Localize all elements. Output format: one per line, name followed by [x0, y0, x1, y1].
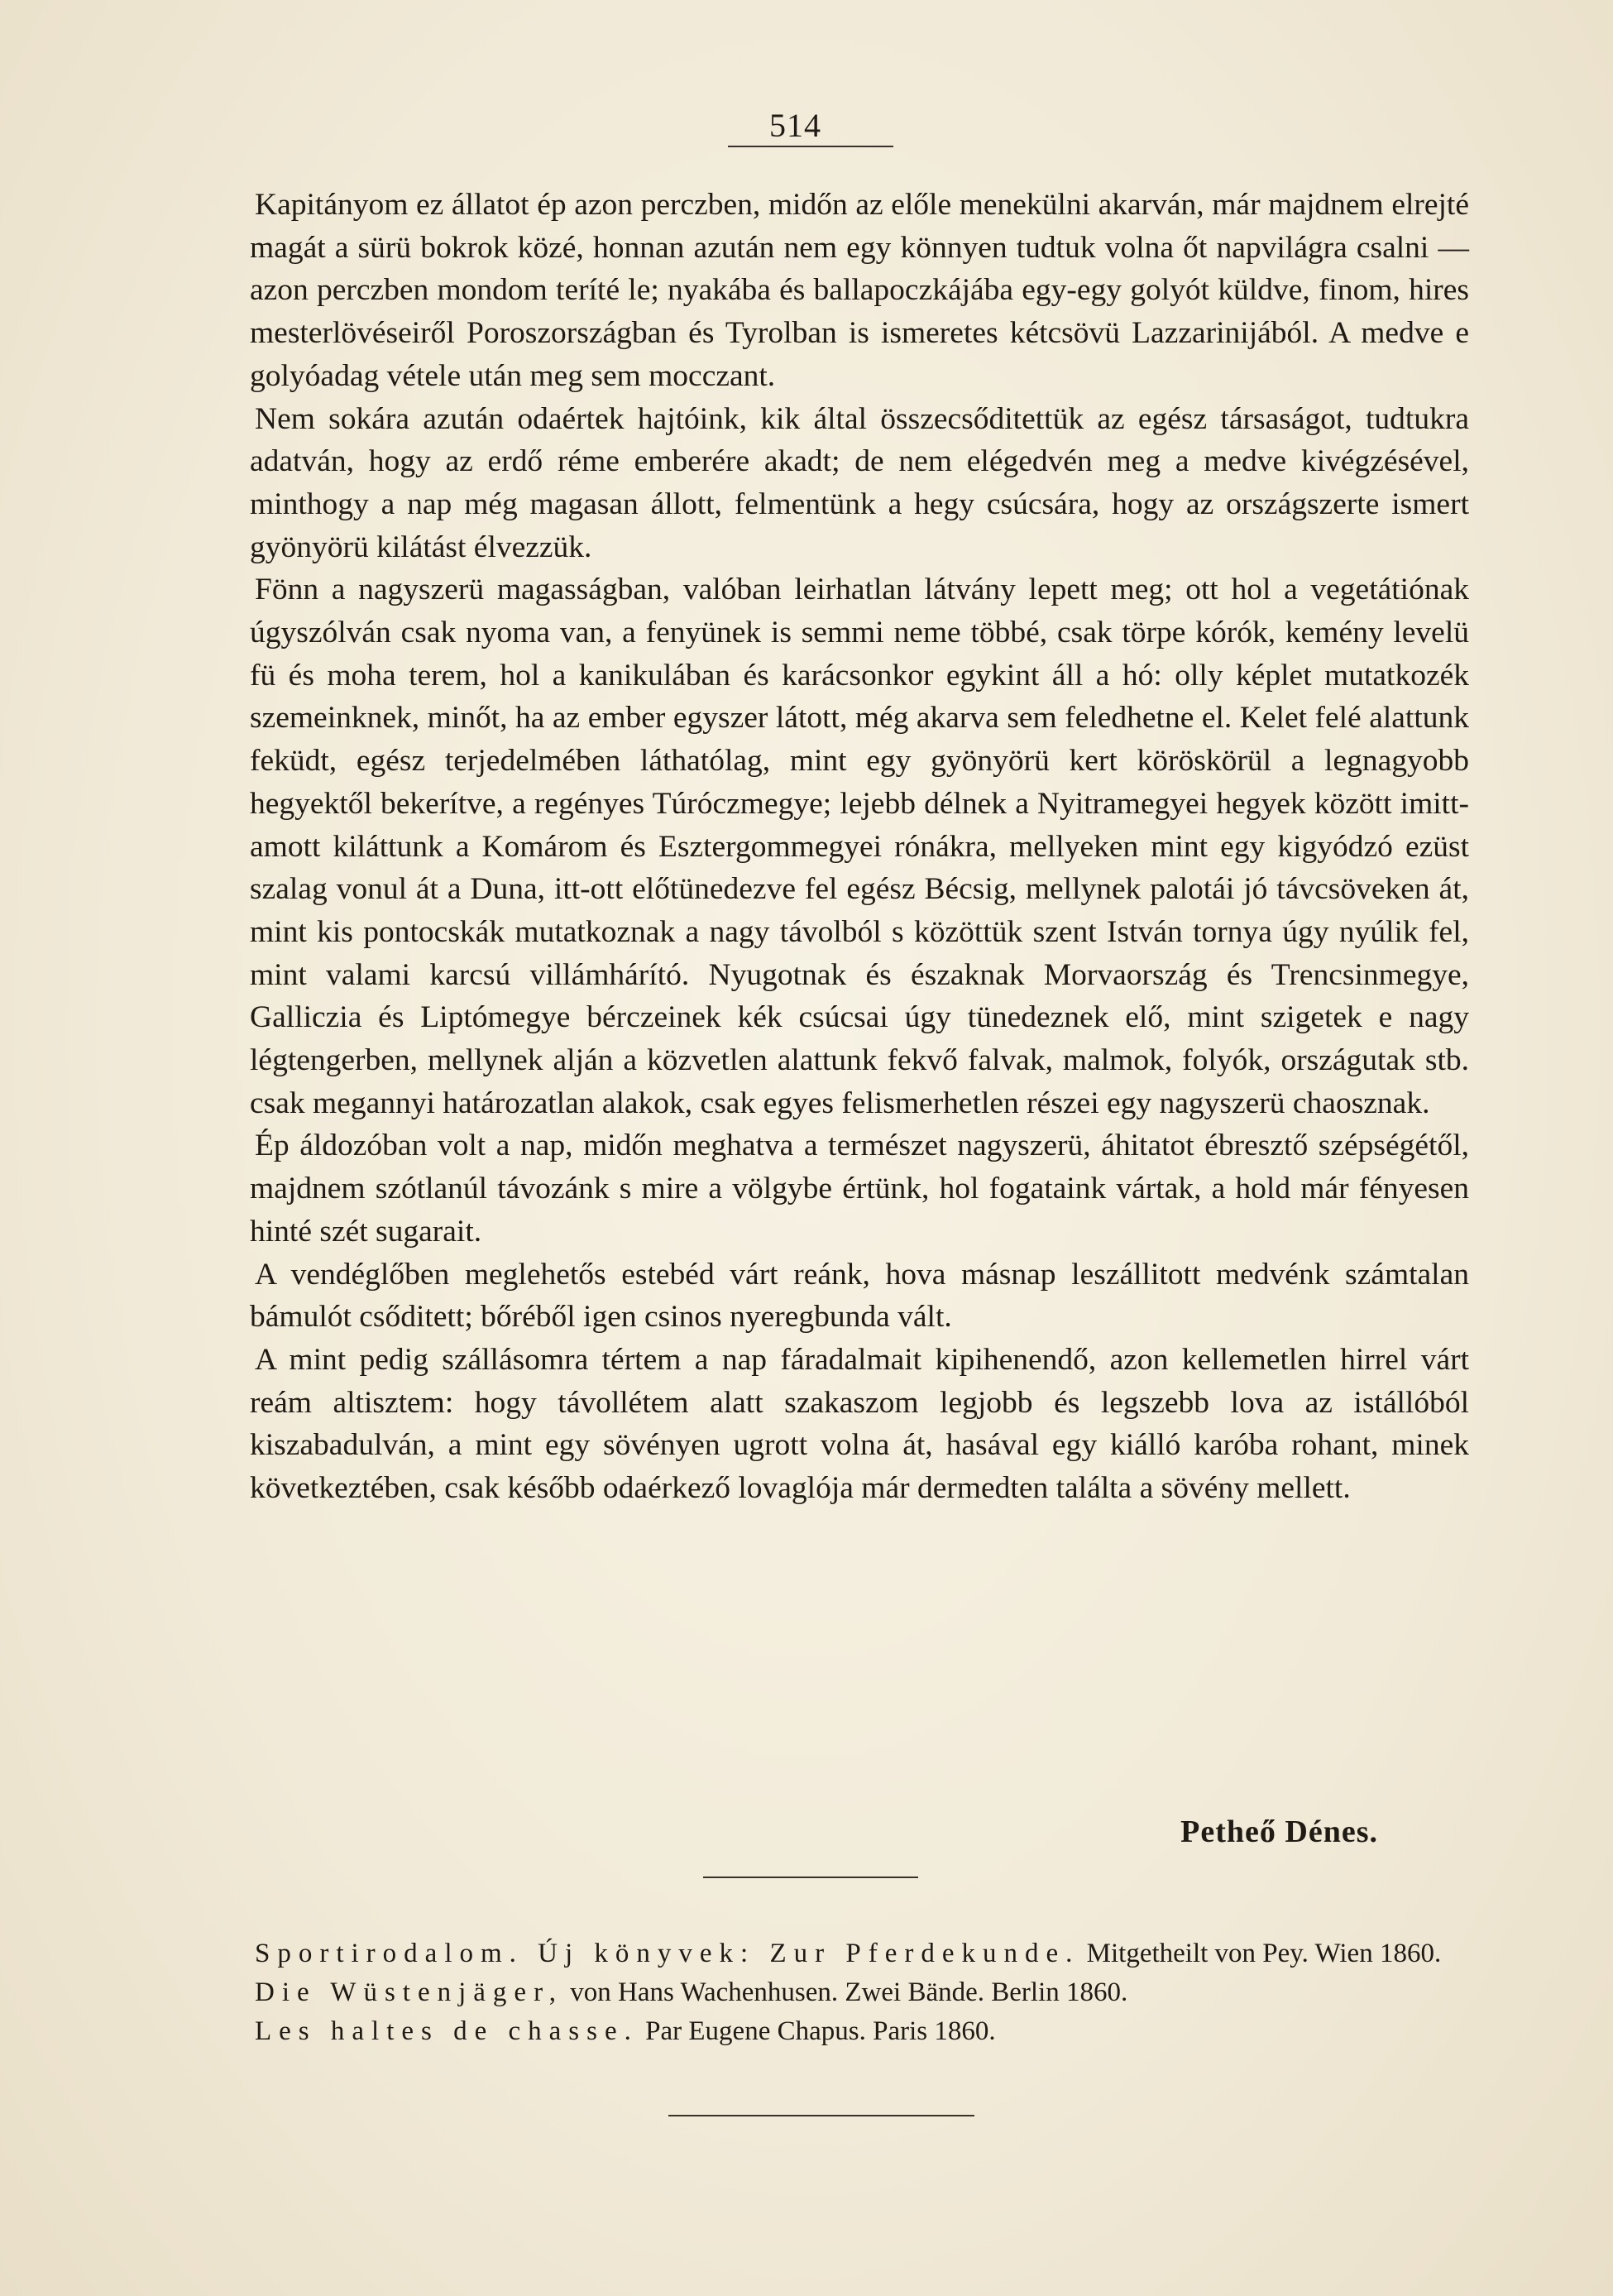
bibliography-details: von Hans Wachenhusen. Zwei Bände. Berlin 1860.	[563, 1977, 1128, 2007]
paragraph-4: Ép áldozóban volt a nap, midőn meghatva a természet nagyszerü, áhitatot ébresztő szépségétől, majdnem szótlanúl távozánk s mire a völgybe értünk, hol fogataink vártak, a hold már fényesen hinté szét sugarait.	[250, 1129, 1469, 1249]
bibliography-entry	[250, 2012, 1469, 2051]
paragraph-3: Fönn a nagyszerü magasságban, valóban leirhatlan látvány lepett meg; ott hol a vegetátiónak úgyszólván csak nyoma van, a fenyünek is semmi neme többé, csak törpe kórók, kemény levelü fü és moha terem, hol a kanikulában és karácsonkor egykint áll a hó: olly képlet mutatkozék szemeinknek, minőt, ha az ember egyszer látott, még akarva sem feledhetne el. Kelet felé alattunk feküdt, egész terjedelmében láthatólag, mint egy gyönyörü kert köröskörül a legnagyobb hegyektől bekerítve, a regényes Túróczmegye; lejebb délnek a Nyitramegyei hegyek között imitt-amott kiláttunk a Komárom és Esztergommegyei rónákra, mellyeken mint egy kigyódzó ezüst szalag vonul át a Duna, itt-ott előtünedezve fel egész Bécsig, mellynek palotái jó távcsöveken át, mint kis pontocskák mutatkoznak a nagy távolból s közöttük szent István tornya úgy nyúlik fel, mint valami karcsú villámhárító. Nyugotnak és északnak Morvaország és Trencsinmegye, Galliczia és Liptómegye bérczeinek kék csúcsai úgy tünedeznek elő, mint szigetek e nagy légtengerben, mellynek alján a közvetlen alattunk fekvő falvak, malmok, folyók, országutak stb. csak megannyi határozatlan alakok, csak egyes felismerhetlen részei egy nagyszerü chaosznak.	[250, 573, 1469, 1120]
bibliography-entry	[250, 1973, 1469, 2012]
section-divider	[703, 1877, 918, 1878]
bibliography-title: Die Wüstenjäger,	[255, 1977, 563, 2007]
author-signature: Petheő Dénes.	[1180, 1814, 1378, 1849]
paragraph-6: A mint pedig szállásomra tértem a nap fáradalmait kipihenendő, azon kellemetlen hirrel várt reám altisztem: hogy távollétem alatt szakaszom legjobb és legszebb lova az istállóból kiszabadulván, a mint egy sövényen ugrott volna át, hasával egy kiálló karóba rohant, minek következtében, csak később odaérkező lovaglója már dermedten találta a sövény mellett.	[250, 1342, 1469, 1506]
paragraph-2: Nem sokára azután odaértek hajtóink, kik által összecsőditettük az egész társaságot, tudtukra adatván, hogy az erdő réme emberére akadt; de nem elégedvén meg a medve kivégzésével, minthogy a nap még magasan állott, felmentünk a hegy csúcsára, hogy az országszerte ismert gyönyörü kilátást élvezzük.	[250, 401, 1469, 564]
bibliography-entry	[250, 1934, 1469, 1973]
article-body	[250, 184, 1469, 1510]
paragraph-1: Kapitányom ez állatot ép azon perczben, midőn az előle menekülni akarván, már majdnem elrejté magát a sürü bokrok közé, honnan azután nem egy könnyen tudtuk volna őt napvilágra csalni — azon perczben mondom teríté le; nyakába és ballapoczkájába egy-egy golyót küldve, finom, hires mesterlövéseiről Poroszországban és Tyrolban is ismeretes kétcsövü Lazzarinijából. A medve e golyóadag vétele után meg sem mocczant.	[250, 188, 1469, 393]
paragraph-5: A vendéglőben meglehetős estebéd várt reánk, hova másnap leszállitott medvénk számtalan bámulót csőditett; bőréből igen csinos nyeregbunda vált.	[250, 1257, 1469, 1335]
page-number: 514	[769, 107, 821, 144]
end-divider	[668, 2115, 974, 2116]
bibliography-details: Mitgetheilt von Pey. Wien 1860.	[1079, 1939, 1442, 1968]
page-number-rule	[728, 146, 893, 147]
bibliography-section	[250, 1934, 1469, 2051]
bibliography-title: Sportirodalom. Új könyvek: Zur Pferdekunde.	[255, 1939, 1080, 1968]
bibliography-details: Par Eugene Chapus. Paris 1860.	[638, 2016, 996, 2046]
bibliography-title: Les haltes de chasse.	[255, 2016, 639, 2046]
